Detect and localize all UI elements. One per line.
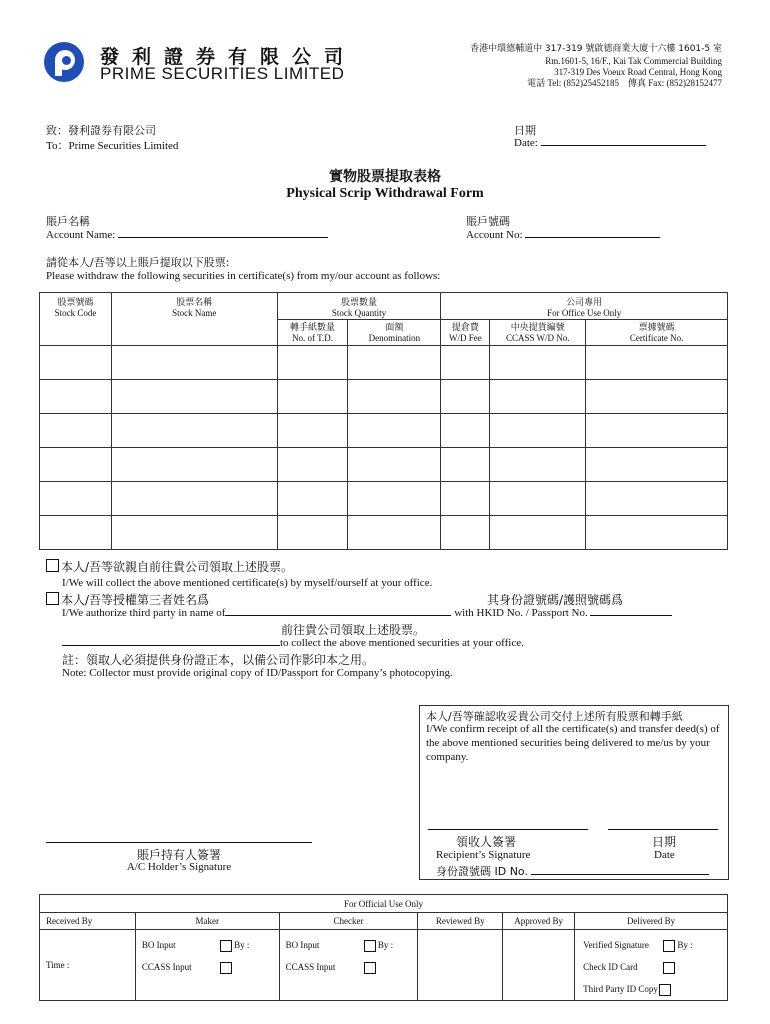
delivered-by-label: Delivered By xyxy=(575,913,728,930)
third-party-checkbox[interactable] xyxy=(46,592,59,605)
contact-line: 電話 Tel: (852)25452185 傳真 Fax: (852)28152477 xyxy=(527,78,722,89)
account-name-field[interactable]: Account Name: xyxy=(46,229,328,241)
confirm-cn: 本人/吾等確認收妥貴公司交付上述所有股票和轉手紙 xyxy=(426,710,683,723)
reviewed-by-label: Reviewed By xyxy=(418,913,503,930)
date-cn: 日期 xyxy=(514,124,536,137)
checker-label: Checker xyxy=(279,913,418,930)
to-cn: 致：發利證券有限公司 xyxy=(46,124,156,137)
recipient-date-cn: 日期 xyxy=(652,835,677,849)
recipient-sig-en: Recipient’s Signature xyxy=(436,849,531,861)
recipient-date-line[interactable] xyxy=(608,829,718,830)
table-row[interactable] xyxy=(40,448,728,482)
table-row[interactable] xyxy=(40,346,728,380)
third-party-id-copy-checkbox[interactable] xyxy=(659,984,671,996)
date-field[interactable]: Date: xyxy=(514,137,706,149)
checker-ccass-input-checkbox[interactable] xyxy=(364,962,376,974)
maker-cell: BO Input By : CCASS Input xyxy=(135,930,279,1001)
account-no-cn: 賬戶號碼 xyxy=(466,215,510,228)
reviewed-by-cell[interactable] xyxy=(418,930,503,1001)
official-use-table xyxy=(39,894,728,1001)
header-ccass-wd-no: 中央提貨編號 CCASS W/D No. xyxy=(490,320,586,346)
holder-signature-line[interactable] xyxy=(46,842,312,843)
option-self-collect[interactable]: 本人/吾等欲親自前往貴公司領取上述股票。 xyxy=(46,558,293,575)
holder-sig-cn: 賬戶持有人簽署 xyxy=(136,848,221,862)
delivered-by-cell: Verified Signature By : Check ID Card Third Party ID Copy xyxy=(575,930,728,1001)
recipient-sig-cn: 領收人簽署 xyxy=(456,835,517,849)
option-third-party-cn2: 前往貴公司領取上述股票。 xyxy=(281,623,426,637)
note-en: Note: Collector must provide original copy of ID/Passport for Company’s photocopying. xyxy=(62,667,453,679)
third-party-name-field[interactable]: I/We authorize third party in name of with HKID No. / Passport No. xyxy=(62,607,672,619)
recipient-date-en: Date xyxy=(654,849,675,861)
recipient-signature-line[interactable] xyxy=(428,829,588,830)
table-row[interactable] xyxy=(40,482,728,516)
recipient-id-field[interactable]: 身份證號碼 ID No. xyxy=(436,863,709,879)
header-office-use: 公司專用 For Office Use Only xyxy=(441,293,728,320)
address-line-1: Rm.1601-5, 16/F., Kai Tak Commercial Building xyxy=(545,56,722,66)
address-line-2: 317-319 Des Voeux Road Central, Hong Kong xyxy=(554,67,722,77)
securities-table xyxy=(39,292,728,550)
to-en: To：Prime Securities Limited xyxy=(46,140,179,152)
receipt-confirmation-box xyxy=(419,705,729,880)
account-no-field[interactable]: Account No: xyxy=(466,229,660,241)
holder-sig-en: A/C Holder’s Signature xyxy=(126,861,232,873)
option-self-collect-en: I/We will collect the above mentioned certificate(s) by myself/ourself at your office. xyxy=(62,577,433,589)
header-certificate-no: 票據號碼 Certificate No. xyxy=(586,320,728,346)
third-party-collect-line: to collect the above mentioned securities at your office. xyxy=(62,637,524,649)
header-stock-code: 股票號碼 Stock Code xyxy=(40,293,112,346)
maker-bo-input-checkbox[interactable] xyxy=(220,940,232,952)
note-cn: 註：領取人必須提供身份證正本，以備公司作影印本之用。 xyxy=(62,653,375,667)
approved-by-cell[interactable] xyxy=(503,930,575,1001)
time-label: Time : xyxy=(46,960,70,970)
approved-by-label: Approved By xyxy=(503,913,575,930)
table-row[interactable] xyxy=(40,414,728,448)
received-by-cell[interactable] xyxy=(40,930,136,1001)
form-title-en: Physical Scrip Withdrawal Form xyxy=(286,186,484,201)
table-row[interactable] xyxy=(40,516,728,550)
verified-signature-checkbox[interactable] xyxy=(663,940,675,952)
confirm-en: I/We confirm receipt of all the certificate(s) and transfer deed(s) of the above mentioned securities being delivered to me/us by your company. xyxy=(426,723,720,763)
header-no-of-td: 轉手紙數量 No. of T.D. xyxy=(277,320,348,346)
header-stock-quantity: 股票數量 Stock Quantity xyxy=(277,293,441,320)
company-name-cn: 發利證券有限公司 xyxy=(100,46,357,68)
address-cn: 香港中環德輔道中 317-319 號啟德商業大廈十六樓 1601-5 室 xyxy=(470,44,722,54)
header-denomination: 面額 Denomination xyxy=(348,320,441,346)
company-logo xyxy=(44,42,84,82)
table-row[interactable] xyxy=(40,380,728,414)
received-by-label: Received By xyxy=(40,913,136,930)
account-name-cn: 賬戶名稱 xyxy=(46,215,90,228)
form-title-cn: 實物股票提取表格 xyxy=(329,169,441,185)
instruction-en: Please withdraw the following securities in certificate(s) from my/our account as follows: xyxy=(46,270,441,282)
company-name-en: PRIME SECURITIES LIMITED xyxy=(100,64,345,83)
self-collect-checkbox[interactable] xyxy=(46,559,59,572)
checker-bo-input-checkbox[interactable] xyxy=(364,940,376,952)
header-stock-name: 股票名稱 Stock Name xyxy=(111,293,277,346)
instruction-cn: 請從本人/吾等以上賬戶提取以下股票: xyxy=(46,256,230,269)
checker-cell: BO Input By : CCASS Input xyxy=(279,930,418,1001)
check-id-card-checkbox[interactable] xyxy=(663,962,675,974)
header-wd-fee: 提倉費 W/D Fee xyxy=(441,320,490,346)
official-use-title: For Official Use Only xyxy=(40,895,728,913)
maker-ccass-input-checkbox[interactable] xyxy=(220,962,232,974)
maker-label: Maker xyxy=(135,913,279,930)
option-third-party[interactable]: 本人/吾等授權第三者姓名爲 xyxy=(46,591,209,608)
option-third-party-id-cn: 其身份證號碼/護照號碼爲 xyxy=(487,593,624,607)
